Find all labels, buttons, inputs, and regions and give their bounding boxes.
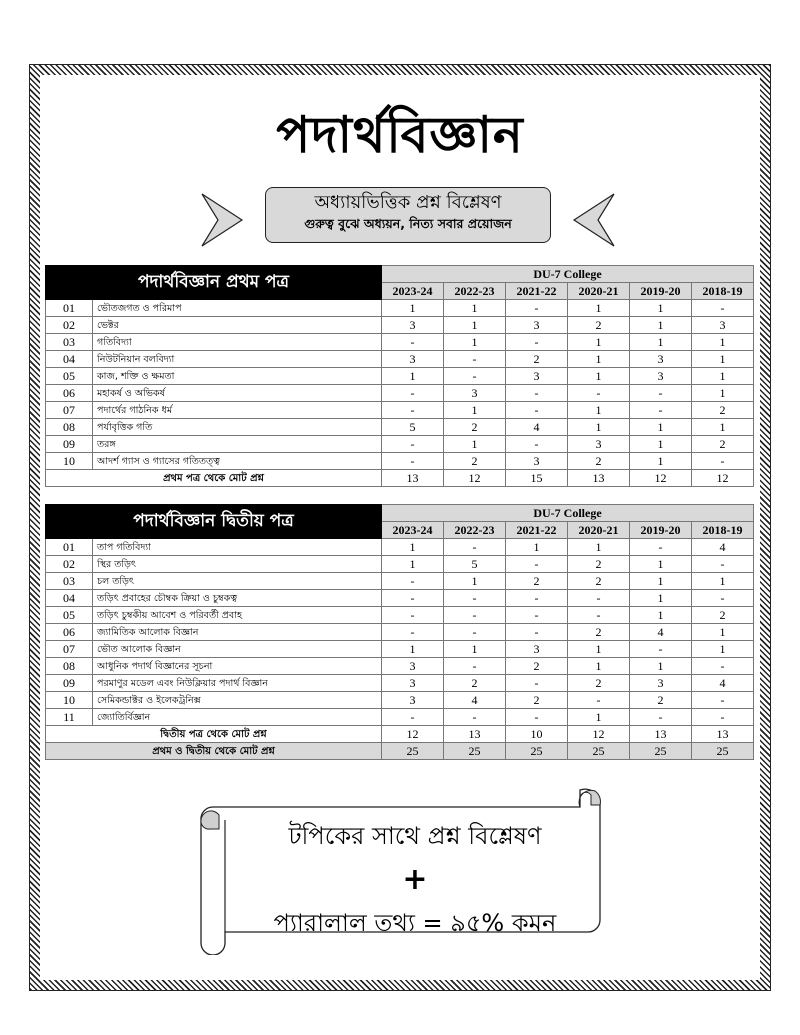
question-count: 1: [382, 556, 444, 573]
banner-title: অধ্যায়ভিত্তিক প্রশ্ন বিশ্লেষণ: [314, 192, 502, 213]
chapter-number: 08: [46, 419, 93, 436]
question-count: 3: [630, 351, 692, 368]
question-count: 4: [630, 624, 692, 641]
table-header-row: [46, 505, 754, 522]
table-row: [46, 539, 754, 556]
table-row: [46, 675, 754, 692]
question-count: 1: [444, 317, 506, 334]
year-header: 2022-23: [444, 522, 506, 539]
question-count: 1: [382, 300, 444, 317]
question-count: 1: [630, 436, 692, 453]
chapter-topic: ভৌতজগত ও পরিমাপ: [93, 300, 382, 317]
table-row: [46, 317, 754, 334]
question-count: 2: [568, 556, 630, 573]
total-count: 12: [382, 726, 444, 743]
question-count: -: [382, 436, 444, 453]
question-count: 1: [568, 539, 630, 556]
question-count: 1: [444, 300, 506, 317]
table-row: [46, 385, 754, 402]
question-count: -: [630, 539, 692, 556]
question-count: -: [444, 607, 506, 624]
total-count: 13: [382, 470, 444, 487]
total-count: 13: [630, 726, 692, 743]
year-header: 2022-23: [444, 283, 506, 300]
question-count: -: [382, 709, 444, 726]
question-count: 2: [568, 675, 630, 692]
total-count: 13: [444, 726, 506, 743]
question-count: -: [692, 453, 754, 470]
grand-total-label: প্রথম ও দ্বিতীয় থেকে মোট প্রশ্ন: [46, 743, 382, 760]
question-count: 1: [630, 658, 692, 675]
question-count: 1: [692, 573, 754, 590]
question-count: 2: [692, 607, 754, 624]
question-count: 1: [444, 334, 506, 351]
question-count: 2: [444, 675, 506, 692]
question-count: -: [506, 624, 568, 641]
question-count: 4: [506, 419, 568, 436]
chapter-number: 07: [46, 641, 93, 658]
chapter-number: 09: [46, 436, 93, 453]
year-header: 2018-19: [692, 522, 754, 539]
table-row: [46, 556, 754, 573]
table-heading: পদার্থবিজ্ঞান প্রথম পত্র: [46, 266, 382, 300]
question-count: 1: [568, 402, 630, 419]
question-count: 5: [444, 556, 506, 573]
question-count: 1: [444, 573, 506, 590]
question-count: 2: [506, 573, 568, 590]
chapter-number: 02: [46, 317, 93, 334]
question-count: -: [506, 607, 568, 624]
question-count: 3: [506, 453, 568, 470]
table-header-row: [46, 266, 754, 283]
question-count: -: [506, 436, 568, 453]
chapter-topic: নিউটনিয়ান বলবিদ্যা: [93, 351, 382, 368]
chapter-number: 08: [46, 658, 93, 675]
question-count: -: [444, 590, 506, 607]
question-count: 1: [630, 556, 692, 573]
year-header: 2021-22: [506, 522, 568, 539]
question-count: -: [382, 624, 444, 641]
question-count: -: [444, 624, 506, 641]
question-count: -: [692, 658, 754, 675]
year-header: 2023-24: [382, 522, 444, 539]
chapter-number: 01: [46, 300, 93, 317]
table-row: [46, 334, 754, 351]
chapter-number: 03: [46, 573, 93, 590]
second-paper-table: [45, 504, 754, 760]
question-count: -: [444, 709, 506, 726]
question-count: -: [382, 573, 444, 590]
question-count: 1: [692, 624, 754, 641]
chapter-topic: তাপ গতিবিদ্যা: [93, 539, 382, 556]
question-count: 1: [692, 334, 754, 351]
chapter-topic: তড়িৎ চুম্বকীয় আবেশ ও পরিবর্তী প্রবাহ: [93, 607, 382, 624]
question-count: 3: [630, 368, 692, 385]
grand-total-count: 25: [444, 743, 506, 760]
chapter-topic: কাজ, শক্তি ও ক্ষমতা: [93, 368, 382, 385]
question-count: 5: [382, 419, 444, 436]
grand-total-row: [46, 743, 754, 760]
question-count: 1: [568, 300, 630, 317]
scroll-line-3: প্যারালাল তথ্য = ৯৫% কমন: [273, 909, 557, 937]
table-row: [46, 300, 754, 317]
table-row: [46, 436, 754, 453]
question-count: 3: [692, 317, 754, 334]
question-count: -: [692, 692, 754, 709]
question-count: -: [506, 590, 568, 607]
section-banner: [265, 187, 551, 243]
page-title: পদার্থবিজ্ঞান: [276, 106, 524, 164]
chapter-number: 02: [46, 556, 93, 573]
table-row: [46, 351, 754, 368]
question-count: 2: [692, 436, 754, 453]
question-count: 3: [382, 351, 444, 368]
question-count: 3: [382, 675, 444, 692]
question-count: 1: [444, 402, 506, 419]
table-row: [46, 590, 754, 607]
chapter-topic: আদর্শ গ্যাস ও গ্যাসের গতিতত্ত্ব: [93, 453, 382, 470]
question-count: -: [630, 385, 692, 402]
question-count: -: [692, 556, 754, 573]
question-count: 1: [568, 641, 630, 658]
question-count: -: [382, 453, 444, 470]
question-count: -: [444, 658, 506, 675]
year-header: 2023-24: [382, 283, 444, 300]
question-count: 1: [692, 419, 754, 436]
total-count: 15: [506, 470, 568, 487]
question-count: 3: [506, 641, 568, 658]
chapter-number: 04: [46, 351, 93, 368]
question-count: -: [692, 300, 754, 317]
question-count: -: [506, 675, 568, 692]
question-count: 1: [692, 641, 754, 658]
total-count: 13: [568, 470, 630, 487]
question-count: -: [630, 641, 692, 658]
chapter-topic: তরঙ্গ: [93, 436, 382, 453]
total-count: 12: [692, 470, 754, 487]
table-row: [46, 692, 754, 709]
question-count: 2: [692, 402, 754, 419]
question-count: -: [506, 402, 568, 419]
question-count: 3: [382, 658, 444, 675]
chapter-topic: ভৌত আলোক বিজ্ঞান: [93, 641, 382, 658]
chapter-topic: তড়িৎ প্রবাহের চৌম্বক ক্রিয়া ও চুম্বকত্ব: [93, 590, 382, 607]
chapter-topic: স্থির তড়িৎ: [93, 556, 382, 573]
question-count: 1: [568, 658, 630, 675]
question-count: 4: [692, 539, 754, 556]
chapter-number: 07: [46, 402, 93, 419]
question-count: -: [692, 709, 754, 726]
question-count: 1: [382, 368, 444, 385]
chapter-topic: সেমিকন্ডাক্টর ও ইলেকট্রনিক্স: [93, 692, 382, 709]
question-count: -: [382, 334, 444, 351]
question-count: 1: [630, 317, 692, 334]
question-count: -: [630, 709, 692, 726]
year-header: 2020-21: [568, 522, 630, 539]
total-count: 12: [568, 726, 630, 743]
chevron-left-icon: [572, 192, 616, 248]
year-header: 2019-20: [630, 283, 692, 300]
question-count: -: [568, 692, 630, 709]
question-count: -: [568, 385, 630, 402]
total-count: 10: [506, 726, 568, 743]
group-label: DU-7 College: [382, 266, 754, 283]
grand-total-count: 25: [506, 743, 568, 760]
chapter-number: 11: [46, 709, 93, 726]
chapter-topic: আধুনিক পদার্থ বিজ্ঞানের সূচনা: [93, 658, 382, 675]
question-count: 1: [382, 539, 444, 556]
question-count: 2: [444, 419, 506, 436]
question-count: 1: [630, 453, 692, 470]
question-count: 1: [692, 385, 754, 402]
question-count: 2: [506, 692, 568, 709]
total-label: দ্বিতীয় পত্র থেকে মোট প্রশ্ন: [46, 726, 382, 743]
question-count: -: [568, 590, 630, 607]
table-row: [46, 658, 754, 675]
table-heading: পদার্থবিজ্ঞান দ্বিতীয় পত্র: [46, 505, 382, 539]
question-count: -: [692, 590, 754, 607]
question-count: 3: [382, 692, 444, 709]
year-header: 2021-22: [506, 283, 568, 300]
chapter-topic: জ্যোতির্বিজ্ঞান: [93, 709, 382, 726]
year-header: 2018-19: [692, 283, 754, 300]
question-count: 1: [630, 607, 692, 624]
table-row: [46, 641, 754, 658]
question-count: 1: [568, 709, 630, 726]
question-count: 1: [506, 539, 568, 556]
question-count: -: [382, 402, 444, 419]
chapter-topic: পর্যাবৃত্তিক গতি: [93, 419, 382, 436]
chapter-number: 06: [46, 624, 93, 641]
question-count: 1: [692, 368, 754, 385]
question-count: 1: [568, 368, 630, 385]
question-count: 2: [568, 624, 630, 641]
banner-subtitle: গুরুত্ব বুঝে অধ্যয়ন, নিত্য সবার প্রয়োজন: [304, 216, 512, 231]
grand-total-count: 25: [692, 743, 754, 760]
question-count: 3: [506, 368, 568, 385]
first-paper-table: [45, 265, 754, 487]
question-count: 2: [568, 453, 630, 470]
table-row: [46, 368, 754, 385]
question-count: 3: [568, 436, 630, 453]
chapter-number: 05: [46, 368, 93, 385]
question-count: 1: [568, 419, 630, 436]
question-count: 1: [568, 351, 630, 368]
question-count: -: [630, 402, 692, 419]
chapter-number: 05: [46, 607, 93, 624]
chapter-topic: গতিবিদ্যা: [93, 334, 382, 351]
chapter-number: 10: [46, 692, 93, 709]
chapter-number: 09: [46, 675, 93, 692]
question-count: 2: [568, 573, 630, 590]
question-count: 1: [568, 334, 630, 351]
question-count: 2: [444, 453, 506, 470]
question-count: -: [506, 300, 568, 317]
chapter-number: 01: [46, 539, 93, 556]
question-count: 4: [444, 692, 506, 709]
chapter-topic: পদার্থের গাঠনিক ধর্ম: [93, 402, 382, 419]
total-row: [46, 470, 754, 487]
table-row: [46, 607, 754, 624]
question-count: 1: [444, 641, 506, 658]
question-count: -: [382, 590, 444, 607]
question-count: -: [506, 334, 568, 351]
grand-total-count: 25: [630, 743, 692, 760]
question-count: 2: [568, 317, 630, 334]
chapter-topic: মহাকর্ষ ও অভিকর্ষ: [93, 385, 382, 402]
question-count: 1: [630, 590, 692, 607]
table-row: [46, 402, 754, 419]
total-count: 12: [630, 470, 692, 487]
question-count: 3: [506, 317, 568, 334]
question-count: -: [506, 385, 568, 402]
chapter-number: 04: [46, 590, 93, 607]
question-count: 3: [382, 317, 444, 334]
chapter-number: 03: [46, 334, 93, 351]
group-label: DU-7 College: [382, 505, 754, 522]
question-count: 1: [630, 334, 692, 351]
question-count: -: [506, 556, 568, 573]
question-count: 1: [444, 436, 506, 453]
table-row: [46, 573, 754, 590]
question-count: 4: [692, 675, 754, 692]
question-count: -: [506, 709, 568, 726]
question-count: 3: [444, 385, 506, 402]
scroll-plus: +: [402, 862, 428, 897]
question-count: 2: [630, 692, 692, 709]
question-count: -: [444, 539, 506, 556]
grand-total-count: 25: [382, 743, 444, 760]
year-header: 2019-20: [630, 522, 692, 539]
total-row: [46, 726, 754, 743]
chevron-right-icon: [200, 192, 244, 248]
question-count: 1: [630, 300, 692, 317]
question-count: -: [568, 607, 630, 624]
table-row: [46, 709, 754, 726]
question-count: -: [382, 607, 444, 624]
chapter-topic: চল তড়িৎ: [93, 573, 382, 590]
year-header: 2020-21: [568, 283, 630, 300]
chapter-topic: পরমাণুর মডেল এবং নিউক্লিয়ার পদার্থ বিজ্ঞান: [93, 675, 382, 692]
grand-total-count: 25: [568, 743, 630, 760]
question-count: 2: [506, 351, 568, 368]
scroll-line-1: টপিকের সাথে প্রশ্ন বিশ্লেষণ: [288, 822, 542, 850]
total-count: 13: [692, 726, 754, 743]
question-count: -: [444, 351, 506, 368]
table-row: [46, 624, 754, 641]
question-count: 2: [506, 658, 568, 675]
chapter-topic: ভেক্টর: [93, 317, 382, 334]
question-count: 1: [630, 419, 692, 436]
question-count: 3: [630, 675, 692, 692]
table-row: [46, 453, 754, 470]
chapter-number: 10: [46, 453, 93, 470]
total-count: 12: [444, 470, 506, 487]
table-row: [46, 419, 754, 436]
question-count: 1: [692, 351, 754, 368]
chapter-number: 06: [46, 385, 93, 402]
question-count: -: [382, 385, 444, 402]
total-label: প্রথম পত্র থেকে মোট প্রশ্ন: [46, 470, 382, 487]
chapter-topic: জ্যামিতিক আলোক বিজ্ঞান: [93, 624, 382, 641]
question-count: 1: [382, 641, 444, 658]
question-count: 1: [630, 573, 692, 590]
question-count: -: [444, 368, 506, 385]
